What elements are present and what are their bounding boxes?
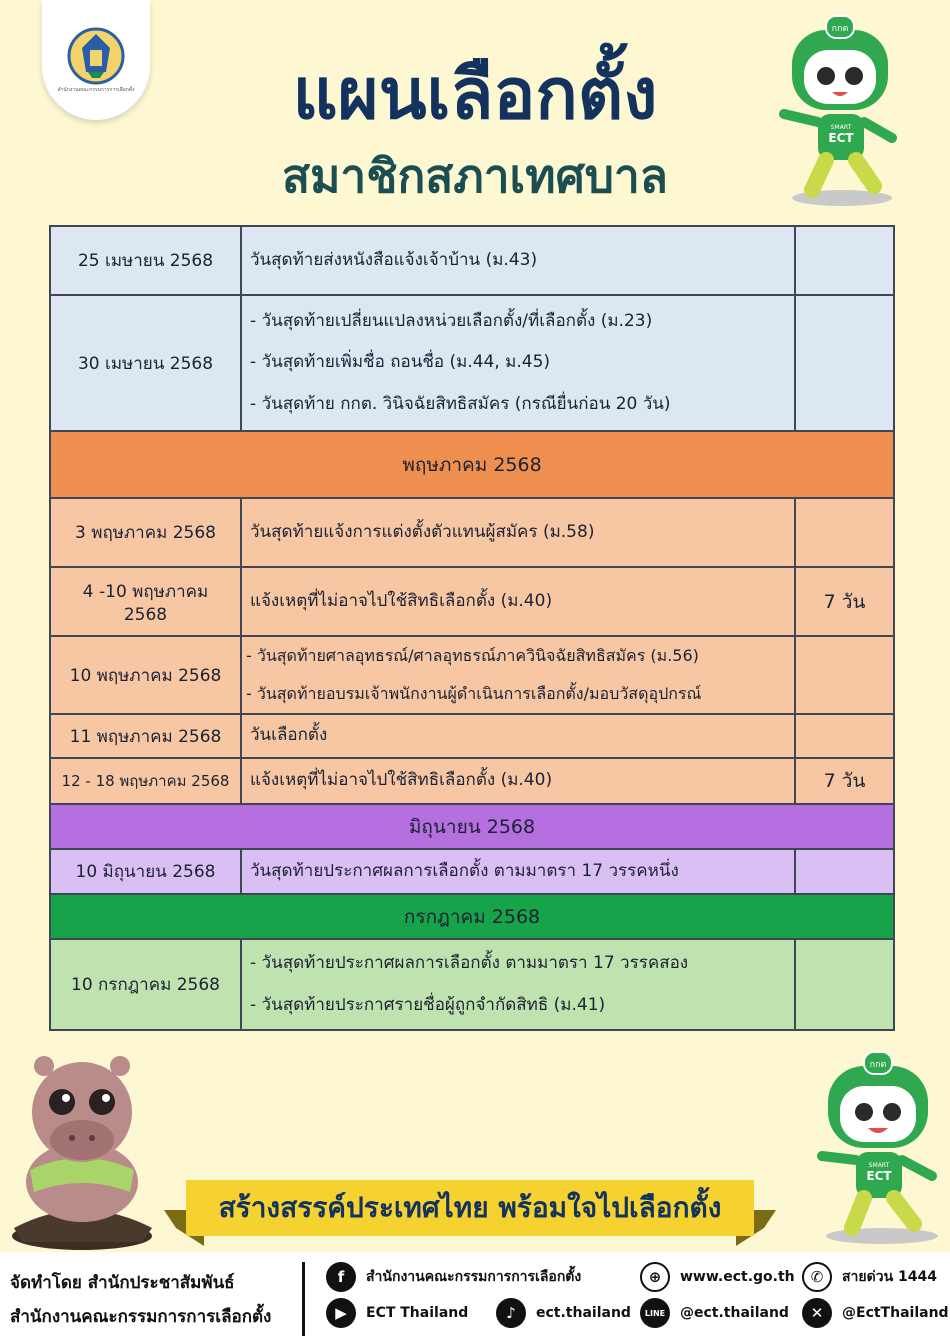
tiktok-icon: ♪ bbox=[496, 1298, 526, 1328]
row-item: - วันสุดท้ายประกาศผลการเลือกตั้ง ตามมาตรา 17 วรรคสอง bbox=[250, 953, 689, 974]
x-link[interactable] bbox=[802, 1298, 949, 1328]
website-link[interactable] bbox=[640, 1262, 795, 1292]
mascot-bottom-label-small: SMART bbox=[868, 1162, 890, 1169]
row-description bbox=[241, 567, 795, 636]
table-row bbox=[50, 567, 894, 636]
hotline-link[interactable] bbox=[802, 1262, 937, 1292]
footer-credit bbox=[10, 1266, 271, 1334]
row-description bbox=[241, 714, 795, 758]
row-duration bbox=[795, 849, 894, 894]
facebook-icon: f bbox=[326, 1262, 356, 1292]
row-date: 10 พฤษภาคม 2568 bbox=[50, 636, 241, 714]
mascot-top-badge: กกต bbox=[831, 24, 849, 34]
x-label: @EctThailand bbox=[842, 1305, 949, 1321]
row-duration: 7 วัน bbox=[795, 567, 894, 636]
row-description bbox=[241, 758, 795, 804]
month-label: มิถุนายน 2568 bbox=[50, 804, 894, 849]
row-duration bbox=[795, 498, 894, 567]
row-item: - วันสุดท้ายเปลี่ยนแปลงหน่วยเลือกตั้ง/ที่เลือกตั้ง (ม.23) bbox=[250, 311, 653, 332]
row-item: - วันสุดท้าย กกต. วินิจฉัยสิทธิสมัคร (กรณียื่นก่อน 20 วัน) bbox=[250, 393, 671, 414]
row-item: วันสุดท้ายประกาศผลการเลือกตั้ง ตามมาตรา 17 วรรคหนึ่ง bbox=[250, 860, 679, 881]
row-item: - วันสุดท้ายอบรมเจ้าพนักงานผู้ดำเนินการเลือกตั้ง/มอบวัสดุอุปกรณ์ bbox=[246, 684, 702, 703]
credit-line: สำนักงานคณะกรรมการการเลือกตั้ง bbox=[10, 1307, 272, 1327]
row-duration bbox=[795, 226, 894, 295]
row-item: - วันสุดท้ายเพิ่มชื่อ ถอนชื่อ (ม.44, ม.45) bbox=[250, 352, 551, 373]
x-icon: ✕ bbox=[802, 1298, 832, 1328]
mascot-bottom-badge: กกต bbox=[869, 1060, 887, 1070]
row-date: 3 พฤษภาคม 2568 bbox=[50, 498, 241, 567]
row-duration bbox=[795, 939, 894, 1030]
line-icon: LINE bbox=[640, 1298, 670, 1328]
table-row bbox=[50, 714, 894, 758]
youtube-icon: ▶ bbox=[326, 1298, 356, 1328]
logo-caption: สำนักงานคณะกรรมการการเลือกตั้ง bbox=[57, 87, 135, 93]
row-item: แจ้งเหตุที่ไม่อาจไปใช้สิทธิเลือกตั้ง (ม.40) bbox=[250, 590, 553, 611]
ect-mascot-icon bbox=[770, 10, 910, 210]
tiktok-link[interactable] bbox=[496, 1298, 631, 1328]
month-header bbox=[50, 431, 894, 498]
month-label: พฤษภาคม 2568 bbox=[50, 431, 894, 498]
row-item: วันเลือกตั้ง bbox=[250, 725, 328, 746]
row-item: วันสุดท้ายแจ้งการแต่งตั้งตัวแทนผู้สมัคร (ม.58) bbox=[250, 521, 595, 542]
row-date: 30 เมษายน 2568 bbox=[50, 295, 241, 431]
row-description bbox=[241, 939, 795, 1030]
tiktok-label: ect.thailand bbox=[536, 1305, 631, 1321]
month-label: กรกฎาคม 2568 bbox=[50, 894, 894, 939]
month-header bbox=[50, 804, 894, 849]
table-row bbox=[50, 295, 894, 431]
election-schedule-table bbox=[49, 225, 895, 1031]
table-row bbox=[50, 758, 894, 804]
hotline-label: สายด่วน 1444 bbox=[842, 1269, 937, 1285]
row-date: 10 กรกฎาคม 2568 bbox=[50, 939, 241, 1030]
mascot-top-label: ECT bbox=[828, 131, 854, 145]
youtube-label: ECT Thailand bbox=[366, 1305, 469, 1321]
youtube-link[interactable] bbox=[326, 1298, 468, 1328]
row-date: 12 - 18 พฤษภาคม 2568 bbox=[50, 758, 241, 804]
row-date: 10 มิถุนายน 2568 bbox=[50, 849, 241, 894]
month-header bbox=[50, 894, 894, 939]
mascot-bottom-label: ECT bbox=[866, 1169, 892, 1183]
row-item: วันสุดท้ายส่งหนังสือแจ้งเจ้าบ้าน (ม.43) bbox=[250, 249, 538, 270]
line-link[interactable] bbox=[640, 1298, 789, 1328]
slogan-banner bbox=[164, 1178, 776, 1248]
line-label: @ect.thailand bbox=[680, 1305, 789, 1321]
row-duration: 7 วัน bbox=[795, 758, 894, 804]
row-duration bbox=[795, 636, 894, 714]
slogan-text: สร้างสรรค์ประเทศไทย พร้อมใจไปเลือกตั้ง bbox=[186, 1180, 754, 1236]
row-date: 4 -10 พฤษภาคม 2568 bbox=[50, 567, 241, 636]
row-duration bbox=[795, 295, 894, 431]
row-description bbox=[241, 226, 795, 295]
row-description bbox=[241, 498, 795, 567]
table-row bbox=[50, 939, 894, 1030]
table-row bbox=[50, 226, 894, 295]
row-date: 11 พฤษภาคม 2568 bbox=[50, 714, 241, 758]
table-row bbox=[50, 498, 894, 567]
row-date: 25 เมษายน 2568 bbox=[50, 226, 241, 295]
row-item: - วันสุดท้ายประกาศรายชื่อผู้ถูกจำกัดสิทธิ (ม.41) bbox=[250, 994, 606, 1015]
facebook-link[interactable] bbox=[326, 1262, 581, 1292]
row-description bbox=[241, 295, 795, 431]
hippo-mascot-icon bbox=[2, 1042, 172, 1252]
row-item: - วันสุดท้ายศาลอุทธรณ์/ศาลอุทธรณ์ภาควินิจฉัยสิทธิสมัคร (ม.56) bbox=[246, 646, 699, 665]
row-description bbox=[241, 849, 795, 894]
ect-mascot-waving-icon bbox=[802, 1046, 950, 1246]
table-row bbox=[50, 849, 894, 894]
footer-divider bbox=[302, 1262, 305, 1336]
row-duration bbox=[795, 714, 894, 758]
website-label: www.ect.go.th bbox=[680, 1269, 795, 1285]
facebook-label: สำนักงานคณะกรรมการการเลือกตั้ง bbox=[366, 1269, 582, 1285]
row-description bbox=[241, 636, 795, 714]
phone-icon: ✆ bbox=[802, 1262, 832, 1292]
page-title: แผนเลือกตั้ง bbox=[292, 53, 658, 135]
footer bbox=[0, 1252, 950, 1344]
table-row bbox=[50, 636, 894, 714]
credit-line: จัดทำโดย สำนักประชาสัมพันธ์ bbox=[10, 1273, 235, 1293]
row-item: แจ้งเหตุที่ไม่อาจไปใช้สิทธิเลือกตั้ง (ม.40) bbox=[250, 770, 553, 791]
globe-icon: ⊕ bbox=[640, 1262, 670, 1292]
page-subtitle: สมาชิกสภาเทศบาล bbox=[282, 149, 668, 203]
mascot-top-label-small: SMART bbox=[830, 124, 852, 131]
